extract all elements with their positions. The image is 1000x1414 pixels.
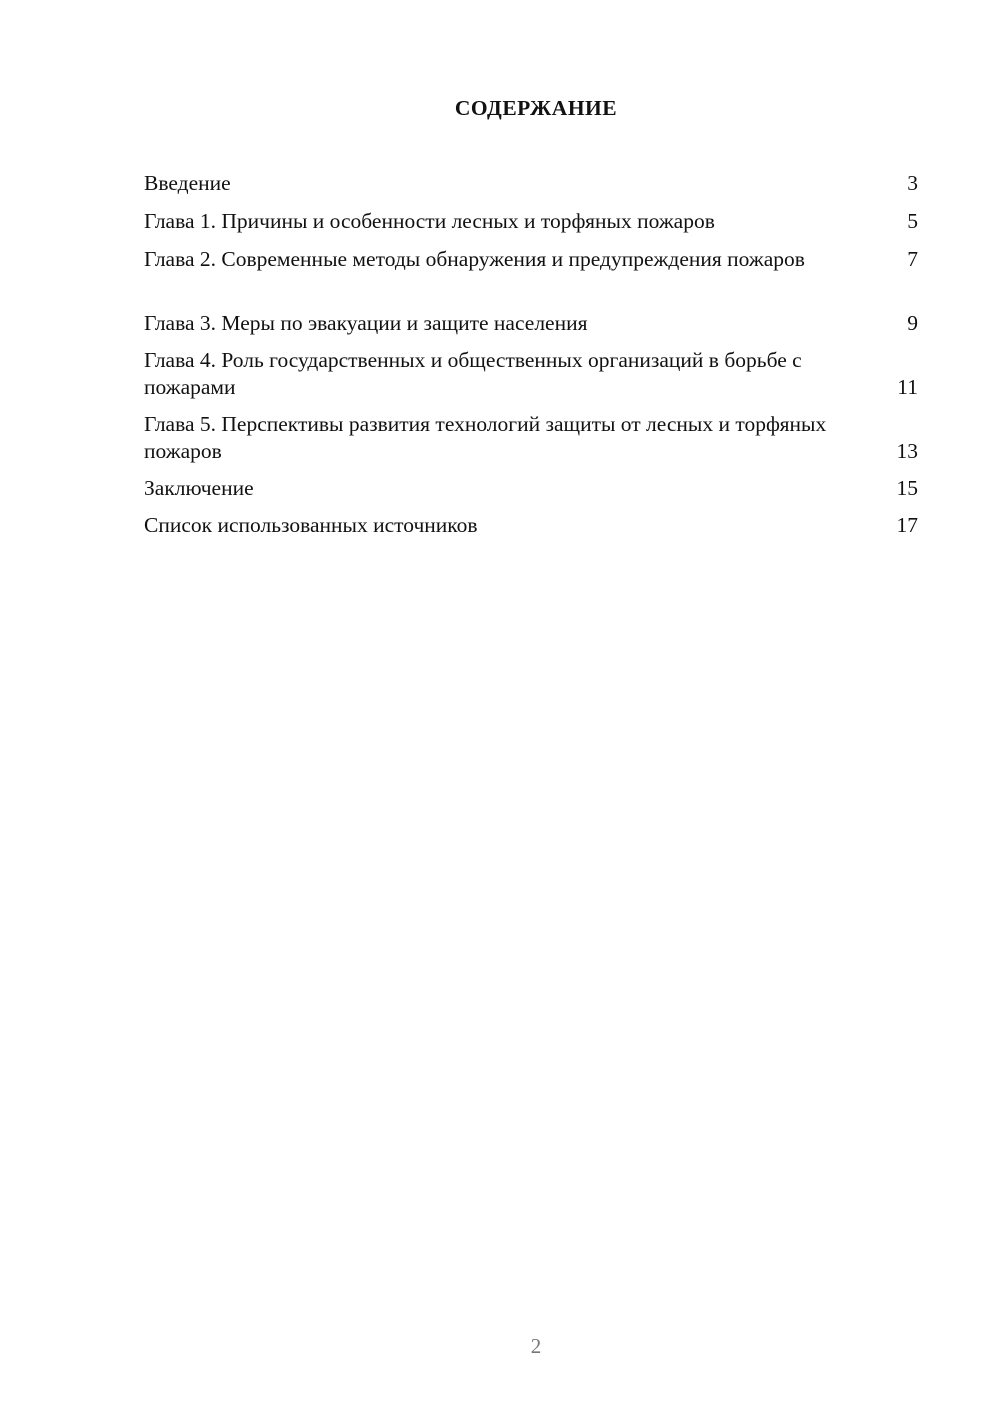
toc-entry-introduction bbox=[144, 170, 918, 197]
toc-entry-page: 11 bbox=[897, 375, 918, 399]
toc-entry-chapter-1 bbox=[144, 208, 918, 235]
toc-entry-page: 13 bbox=[896, 439, 918, 463]
toc-entry-text: Глава 1. Причины и особенности лесных и торфяных пожаров bbox=[144, 209, 715, 233]
toc-entry-text: Глава 5. Перспективы развития технологий защиты от лесных и торфяных пожаров bbox=[144, 412, 827, 463]
toc-title: СОДЕРЖАНИЕ bbox=[454, 96, 618, 120]
toc-entry-text: Глава 4. Роль государственных и общественных организаций в борьбе с пожарами bbox=[144, 348, 802, 399]
toc-entry-conclusion bbox=[144, 475, 918, 502]
toc-entry-text: Глава 2. Современные методы обнаружения и предупреждения пожаров bbox=[144, 247, 805, 271]
toc-entry-chapter-5 bbox=[144, 411, 918, 465]
toc-entry-text: Заключение bbox=[144, 476, 254, 500]
toc-entry-chapter-4 bbox=[144, 347, 918, 401]
toc-entry-references bbox=[144, 512, 918, 539]
toc-entry-text: Глава 3. Меры по эвакуации и защите населения bbox=[144, 311, 588, 335]
toc-entry-text: Список использованных источников bbox=[144, 513, 478, 537]
toc-entry-page: 17 bbox=[896, 513, 918, 537]
toc-entry-chapter-3 bbox=[144, 310, 918, 337]
toc-entry-page: 15 bbox=[896, 476, 918, 500]
toc-entry-page: 7 bbox=[907, 247, 918, 271]
toc-entry-page: 3 bbox=[907, 171, 918, 195]
toc-entry-text: Введение bbox=[144, 171, 231, 195]
page-number: 2 bbox=[530, 1334, 542, 1358]
toc-entry-page: 9 bbox=[907, 311, 918, 335]
toc-entry-page: 5 bbox=[907, 209, 918, 233]
toc-entry-chapter-2 bbox=[144, 246, 918, 273]
